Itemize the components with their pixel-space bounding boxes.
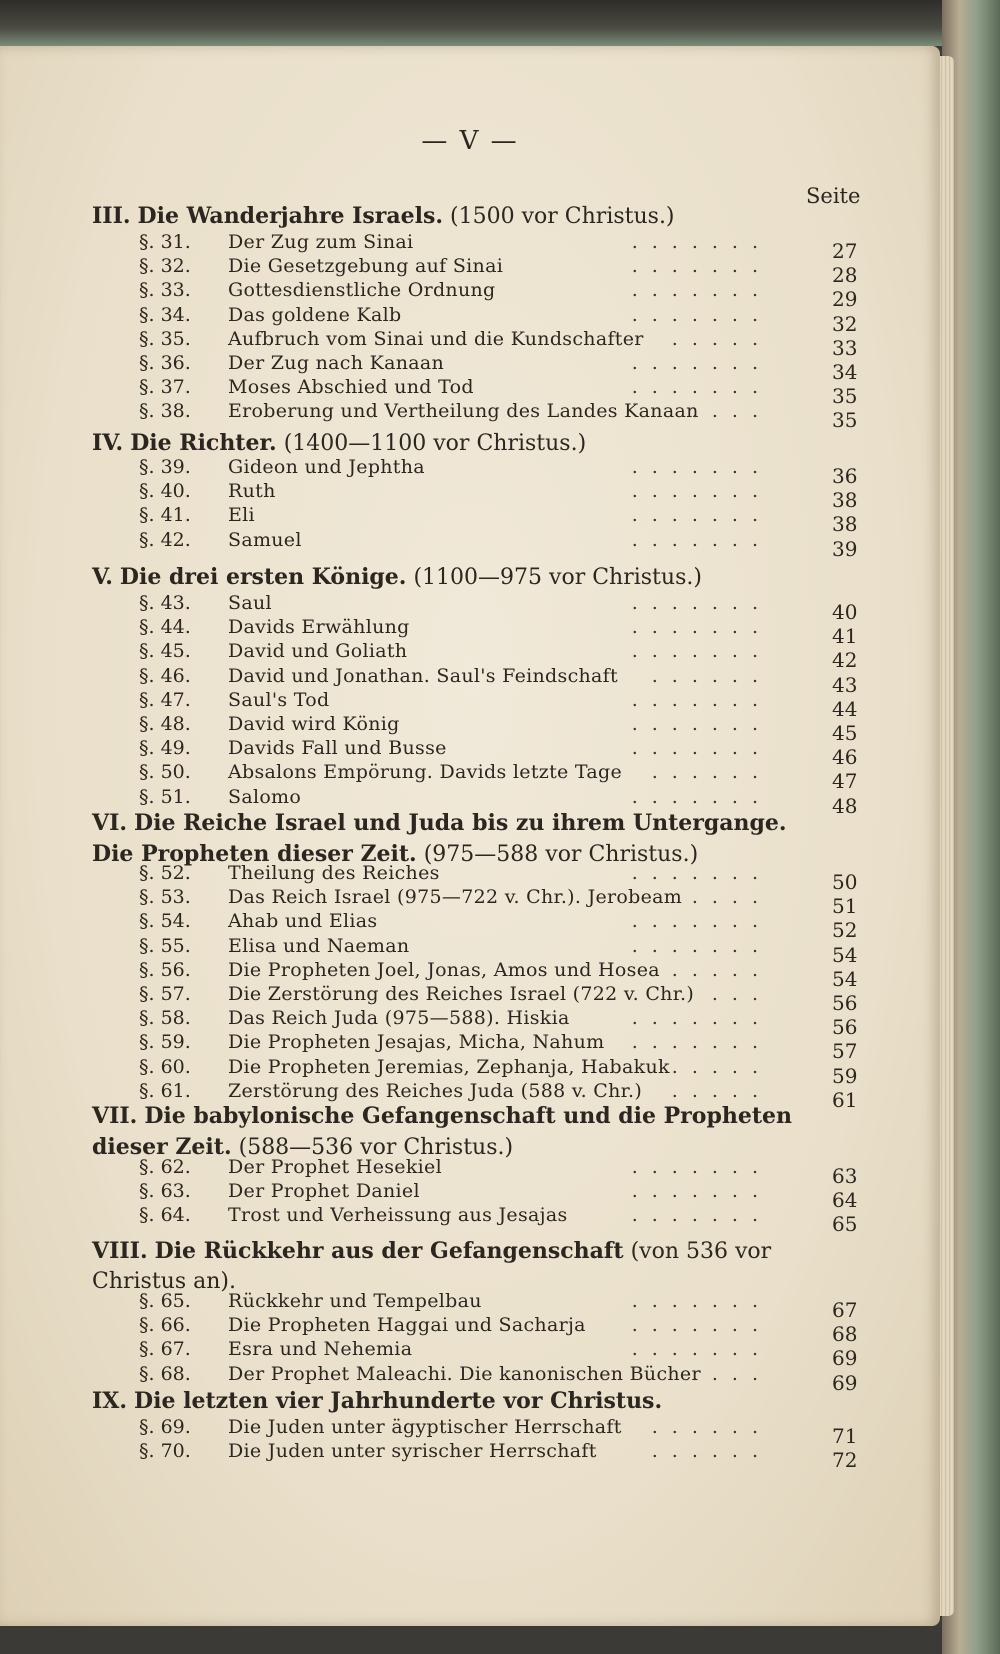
dot-leader: .... xyxy=(691,886,772,909)
toc-entry[interactable] xyxy=(0,1440,940,1473)
section-number: §. 48. xyxy=(139,713,191,735)
page-number: 42 xyxy=(832,648,858,673)
chapter-numeral: VI. xyxy=(92,810,128,836)
toc-entry[interactable] xyxy=(0,958,940,991)
dot-leader: .... xyxy=(691,1362,772,1385)
toc-entry[interactable] xyxy=(0,737,940,770)
section-number: §. 47. xyxy=(139,688,191,711)
section-number: §. 38. xyxy=(139,400,191,423)
page-number: 29 xyxy=(832,287,858,312)
section-number: §. 40. xyxy=(139,480,191,503)
section-number: §. 62. xyxy=(139,1156,191,1178)
dot-leader: ....... xyxy=(631,1290,772,1312)
dot-leader: ....... xyxy=(631,640,772,663)
chapter-numeral: V. xyxy=(92,564,113,590)
page-number: 47 xyxy=(832,769,858,794)
section-title: Der Prophet Daniel xyxy=(228,1180,420,1203)
section-number: §. 57. xyxy=(139,983,191,1005)
section-number: §. 59. xyxy=(139,1031,191,1054)
section-title: David und Jonathan. Saul's Feindschaft xyxy=(228,664,618,687)
chapter-title: Die Wanderjahre Israels. xyxy=(137,203,444,229)
section-title: Eli xyxy=(228,504,255,527)
page-header: — V — xyxy=(421,126,519,156)
section-number: §. 35. xyxy=(139,327,191,350)
dot-leader: ....... xyxy=(631,737,772,760)
dot-leader: ...... xyxy=(651,761,772,784)
toc-entry[interactable] xyxy=(0,255,940,288)
section-title: Absalons Empörung. Davids letzte Tage xyxy=(228,761,623,784)
chapter-dates: (588—536 vor Christus.) xyxy=(238,1135,514,1160)
dot-leader: ....... xyxy=(631,231,772,253)
chapter-title: Die Reiche Israel und Juda bis zu ihrem Untergange. Die Propheten dieser Zeit. xyxy=(92,810,787,867)
page-number: 46 xyxy=(832,745,858,770)
section-title: Der Zug zum Sinai xyxy=(228,231,414,253)
section-number: §. 46. xyxy=(139,664,191,687)
chapter-numeral: IV. xyxy=(92,430,124,456)
dot-leader: ....... xyxy=(631,504,772,527)
toc-entry[interactable] xyxy=(0,616,940,649)
toc-entry[interactable] xyxy=(0,640,940,673)
page-number: 40 xyxy=(832,600,858,624)
section-title: Die Gesetzgebung auf Sinai xyxy=(228,255,504,278)
section-number: §. 64. xyxy=(139,1204,191,1227)
section-title: Die Propheten Joel, Jonas, Amos und Hosea xyxy=(228,958,660,981)
chapter-numeral: VIII. xyxy=(92,1238,148,1264)
section-title: Samuel xyxy=(228,528,302,551)
section-title: Die Zerstörung des Reiches Israel (722 v. Chr.) xyxy=(228,983,695,1005)
page-number: 27 xyxy=(832,239,858,263)
page-number: 68 xyxy=(832,1322,858,1347)
dot-leader: ....... xyxy=(631,480,772,503)
dot-leader: ... xyxy=(711,983,772,1005)
section-number: §. 66. xyxy=(139,1314,191,1337)
section-number: §. 55. xyxy=(139,934,191,957)
section-title: Gottesdienstliche Ordnung xyxy=(228,279,496,302)
page-number: 33 xyxy=(832,335,858,360)
toc-entry[interactable] xyxy=(0,327,940,360)
toc-entry[interactable] xyxy=(0,456,940,488)
page-number: 71 xyxy=(832,1424,858,1448)
toc-entry[interactable] xyxy=(0,664,940,697)
section-number: §. 65. xyxy=(139,1290,191,1312)
chapter-dates: (1500 vor Christus.) xyxy=(450,204,675,229)
chapter-title: Die Richter. xyxy=(130,430,277,456)
chapter-heading xyxy=(92,1388,792,1415)
toc-entry[interactable] xyxy=(0,688,940,721)
section-number: §. 42. xyxy=(139,528,191,551)
dot-leader: ....... xyxy=(631,688,772,711)
page-number: 67 xyxy=(832,1298,858,1322)
dot-leader: ....... xyxy=(631,616,772,639)
dot-leader: ..... xyxy=(671,958,772,981)
section-title: Davids Erwählung xyxy=(228,616,410,639)
page-number: 35 xyxy=(832,384,858,409)
toc-entry[interactable] xyxy=(0,1204,940,1237)
dot-leader: ..... xyxy=(671,1079,772,1102)
section-title: Ruth xyxy=(228,480,276,503)
chapter-title: Die drei ersten Könige. xyxy=(119,564,407,590)
dot-leader: ...... xyxy=(651,1416,772,1438)
page-number: 61 xyxy=(832,1087,858,1112)
page-number: 54 xyxy=(832,966,858,991)
dot-leader: ....... xyxy=(631,279,772,302)
section-number: §. 67. xyxy=(139,1338,191,1361)
toc-entry[interactable] xyxy=(0,713,940,745)
section-title: Rückkehr und Tempelbau xyxy=(228,1290,482,1312)
toc-entry[interactable] xyxy=(0,528,940,561)
section-number: §. 51. xyxy=(139,785,191,808)
dot-leader: ....... xyxy=(631,785,772,808)
section-title: Aufbruch vom Sinai und die Kundschafter xyxy=(228,327,644,350)
section-number: §. 41. xyxy=(139,504,191,527)
toc-entry[interactable] xyxy=(0,504,940,537)
section-title: Die Juden unter ägyptischer Herrschaft xyxy=(228,1416,622,1438)
section-number: §. 52. xyxy=(139,862,191,884)
dot-leader: ....... xyxy=(631,1204,772,1227)
page-number: 69 xyxy=(832,1370,858,1395)
chapter-numeral: VII. xyxy=(92,1103,138,1129)
toc-entry[interactable] xyxy=(0,1031,940,1064)
chapter-dates: (1400—1100 vor Christus.) xyxy=(283,431,587,456)
section-title: Esra und Nehemia xyxy=(228,1338,413,1361)
page-number: 52 xyxy=(832,918,858,943)
toc-entry[interactable] xyxy=(0,1007,940,1040)
section-number: §. 39. xyxy=(139,456,191,478)
section-number: §. 58. xyxy=(139,1007,191,1030)
page-number: 50 xyxy=(832,870,858,894)
chapter-dates: (von 536 vor Christus an). xyxy=(92,1239,772,1294)
page-number: 64 xyxy=(832,1188,858,1213)
section-number: §. 49. xyxy=(139,737,191,760)
section-number: §. 36. xyxy=(139,352,191,374)
chapter-heading xyxy=(92,1101,792,1163)
page-number: 51 xyxy=(832,894,858,919)
dot-leader: ....... xyxy=(631,862,772,884)
dot-leader: ....... xyxy=(631,376,772,399)
toc-entry[interactable] xyxy=(0,1362,940,1395)
section-title: Der Prophet Maleachi. Die kanonischen Bücher xyxy=(228,1362,701,1385)
page-number: 48 xyxy=(832,793,858,818)
toc-entry[interactable] xyxy=(0,934,940,967)
section-number: §. 54. xyxy=(139,910,191,933)
chapter-numeral: III. xyxy=(92,203,131,229)
section-title: Gideon und Jephtha xyxy=(228,456,425,478)
toc-entry[interactable] xyxy=(0,279,940,312)
section-number: §. 34. xyxy=(139,303,191,326)
section-number: §. 69. xyxy=(139,1416,191,1438)
dot-leader: ....... xyxy=(631,352,772,374)
section-title: Das Reich Juda (975—588). Hiskia xyxy=(228,1007,570,1030)
dot-leader: ....... xyxy=(631,1180,772,1203)
toc-entry[interactable] xyxy=(0,983,940,1015)
section-title: Davids Fall und Busse xyxy=(228,737,447,760)
dot-leader: .... xyxy=(691,400,772,423)
dot-leader: ...... xyxy=(651,664,772,687)
section-number: §. 44. xyxy=(139,616,191,639)
page-number: 41 xyxy=(832,624,858,649)
section-number: §. 37. xyxy=(139,376,191,399)
book-page xyxy=(0,46,940,1626)
toc-entry[interactable] xyxy=(0,592,940,624)
dot-leader: ...... xyxy=(651,1440,772,1463)
section-number: §. 45. xyxy=(139,640,191,663)
page-number: 28 xyxy=(832,263,858,288)
chapter-dates: (1100—975 vor Christus.) xyxy=(413,565,702,590)
toc-entry[interactable] xyxy=(0,400,940,433)
dot-leader: ..... xyxy=(671,1055,772,1078)
section-number: §. 63. xyxy=(139,1180,191,1203)
toc-entry[interactable] xyxy=(0,1338,940,1371)
page-number: 38 xyxy=(832,512,858,537)
page-number: 32 xyxy=(832,311,858,336)
section-number: §. 68. xyxy=(139,1362,191,1385)
dot-leader: ....... xyxy=(631,303,772,326)
section-number: §. 33. xyxy=(139,279,191,302)
dot-leader: ....... xyxy=(631,255,772,278)
chapter-numeral: IX. xyxy=(92,1388,128,1414)
section-title: Das Reich Israel (975—722 v. Chr.). Jerobeam xyxy=(228,886,683,909)
toc-entry[interactable] xyxy=(0,352,940,384)
toc-entry[interactable] xyxy=(0,1156,940,1188)
dot-leader: ....... xyxy=(631,1314,772,1337)
dot-leader: ....... xyxy=(631,528,772,551)
dot-leader: ....... xyxy=(631,910,772,933)
chapter-title: Die Rückkehr aus der Gefangenschaft xyxy=(154,1238,624,1264)
chapter-heading xyxy=(92,564,792,591)
toc-entry[interactable] xyxy=(0,231,940,263)
section-number: §. 70. xyxy=(139,1440,191,1463)
page-number: 56 xyxy=(832,991,858,1015)
page-number: 54 xyxy=(832,942,858,967)
section-number: §. 31. xyxy=(139,231,191,253)
page-number: 39 xyxy=(832,536,858,561)
section-title: David wird König xyxy=(228,713,400,735)
toc-entry[interactable] xyxy=(0,1290,940,1322)
section-title: Ahab und Elias xyxy=(228,910,378,933)
section-title: Elisa und Naeman xyxy=(228,934,410,957)
chapter-title: Die babylonische Gefangenschaft und die Propheten dieser Zeit. xyxy=(92,1103,792,1160)
chapter-heading xyxy=(92,430,792,457)
page-number: 43 xyxy=(832,672,858,697)
dot-leader: ....... xyxy=(631,1007,772,1030)
toc-entry[interactable] xyxy=(0,376,940,409)
section-title: Das goldene Kalb xyxy=(228,303,402,326)
section-title: Trost und Verheissung aus Jesajas xyxy=(228,1204,568,1227)
section-number: §. 53. xyxy=(139,886,191,909)
section-number: §. 50. xyxy=(139,761,191,784)
page-number: 69 xyxy=(832,1346,858,1371)
page-column-label: Seite xyxy=(806,184,861,208)
page-number: 35 xyxy=(832,408,858,433)
dot-leader: ....... xyxy=(631,1338,772,1361)
book-cover-top xyxy=(0,0,1000,46)
toc-entry[interactable] xyxy=(0,862,940,894)
toc-entry[interactable] xyxy=(0,1180,940,1213)
toc-entry[interactable] xyxy=(0,910,940,943)
section-number: §. 43. xyxy=(139,592,191,614)
dot-leader: ....... xyxy=(631,1031,772,1054)
toc-entry[interactable] xyxy=(0,785,940,818)
section-title: Die Propheten Haggai und Sacharja xyxy=(228,1314,586,1337)
toc-entry[interactable] xyxy=(0,1055,940,1088)
section-title: Die Propheten Jeremias, Zephanja, Habakuk xyxy=(228,1055,670,1078)
page-number: 45 xyxy=(832,721,858,745)
page-number: 63 xyxy=(832,1164,858,1188)
page-number: 34 xyxy=(832,360,858,384)
toc-entry[interactable] xyxy=(0,1314,940,1347)
toc-entry[interactable] xyxy=(0,480,940,513)
section-title: Die Juden unter syrischer Herrschaft xyxy=(228,1440,597,1463)
dot-leader: ....... xyxy=(631,934,772,957)
dot-leader: ....... xyxy=(631,592,772,614)
page-number: 44 xyxy=(832,696,858,721)
section-title: Saul xyxy=(228,592,272,614)
toc-entry[interactable] xyxy=(0,886,940,919)
chapter-dates: (975—588 vor Christus.) xyxy=(423,842,699,867)
section-title: David und Goliath xyxy=(228,640,408,663)
dot-leader: ....... xyxy=(631,1156,772,1178)
toc-entry[interactable] xyxy=(0,303,940,336)
section-title: Der Prophet Hesekiel xyxy=(228,1156,442,1178)
dot-leader: ....... xyxy=(631,456,772,478)
page-number: 36 xyxy=(832,464,858,488)
chapter-heading xyxy=(92,808,792,870)
section-number: §. 60. xyxy=(139,1055,191,1078)
section-title: Saul's Tod xyxy=(228,688,330,711)
chapter-title: Die letzten vier Jahrhunderte vor Christus. xyxy=(134,1388,663,1414)
dot-leader: ..... xyxy=(671,327,772,350)
chapter-heading xyxy=(92,1236,792,1297)
chapter-heading xyxy=(92,203,792,230)
page-number: 56 xyxy=(832,1015,858,1040)
section-number: §. 56. xyxy=(139,958,191,981)
page-number: 65 xyxy=(832,1212,858,1237)
section-number: §. 32. xyxy=(139,255,191,278)
section-title: Eroberung und Vertheilung des Landes Kanaan xyxy=(228,400,699,423)
page-number: 59 xyxy=(832,1063,858,1088)
page-number: 38 xyxy=(832,488,858,513)
section-title: Salomo xyxy=(228,785,302,808)
section-title: Die Propheten Jesajas, Micha, Nahum xyxy=(228,1031,605,1054)
section-title: Zerstörung des Reiches Juda (588 v. Chr.) xyxy=(228,1079,643,1102)
toc-entry[interactable] xyxy=(0,1416,940,1448)
section-number: §. 61. xyxy=(139,1079,191,1102)
section-title: Moses Abschied und Tod xyxy=(228,376,474,399)
toc-entry[interactable] xyxy=(0,761,940,794)
section-title: Der Zug nach Kanaan xyxy=(228,352,445,374)
dot-leader: ....... xyxy=(631,713,772,735)
page-number: 72 xyxy=(832,1448,858,1473)
page-number: 57 xyxy=(832,1039,858,1064)
section-title: Theilung des Reiches xyxy=(228,862,440,884)
